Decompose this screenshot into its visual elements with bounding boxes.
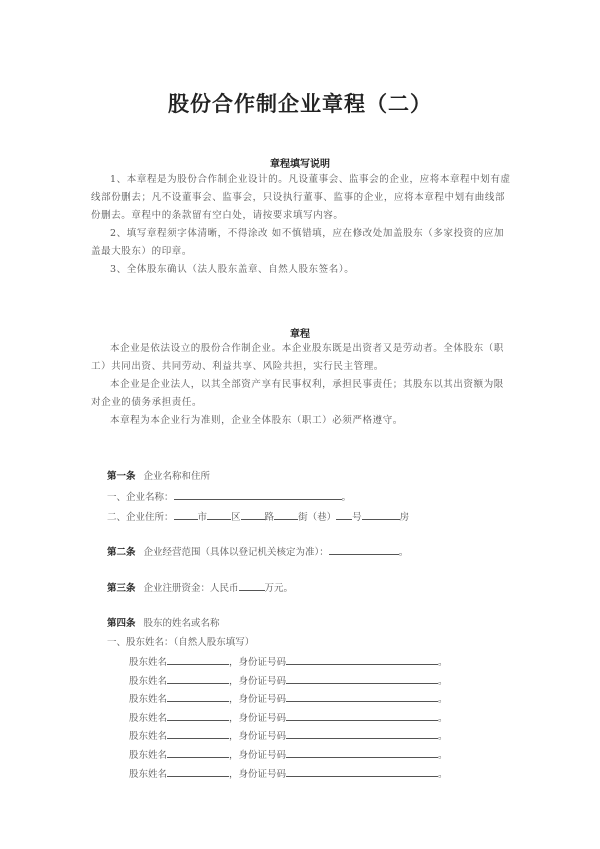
- article-2-title: 企业经营范围（具体以登记机关核定为准）：: [143, 547, 329, 558]
- charter-heading: 章程: [290, 329, 310, 340]
- id-number-label: ，身份证号码: [229, 750, 287, 761]
- shareholder-row: 股东姓名 ，身份证号码 。: [129, 654, 448, 668]
- address-city-field[interactable]: [174, 509, 198, 520]
- article-3-label: 第三条: [107, 583, 136, 594]
- shareholder-name-label: 股东姓名: [129, 750, 168, 761]
- shareholder-row: 股东姓名 ，身份证号码 。: [129, 691, 448, 705]
- id-number-label: ，身份证号码: [229, 712, 287, 724]
- id-number-label: ，身份证号码: [229, 675, 287, 687]
- charter-paragraph-2: 本企业是企业法人，以其全部资产享有民事权利，承担民事责任；其股东以其出资额为限对企业的债务承担责任。: [91, 379, 504, 408]
- id-number-field[interactable]: [286, 766, 438, 777]
- article-1-label: 第一条: [107, 471, 136, 482]
- shareholder-name-field[interactable]: [167, 710, 229, 721]
- address-district-field[interactable]: [207, 509, 231, 520]
- address-road-field[interactable]: [241, 509, 265, 520]
- company-name-label: 一、企业名称：: [107, 492, 174, 503]
- id-number-field[interactable]: [286, 747, 438, 758]
- company-name-field[interactable]: [174, 489, 342, 500]
- charter-paragraph-3: 本章程为本企业行为准则，企业全体股东（职工）必须严格遵守。: [110, 415, 403, 426]
- id-number-label: ，身份证号码: [229, 768, 287, 780]
- shareholder-name-field[interactable]: [167, 691, 229, 702]
- address-street-field[interactable]: [274, 509, 298, 520]
- shareholder-name-field[interactable]: [167, 747, 229, 758]
- instruction-item-1: 1、本章程是为股份合作制企业设计的。凡设董事会、监事会的企业，应将本章程中划有虚线部份删去；凡不设董事会、监事会，只设执行董事、监事的企业，应将本章程中划有曲线部份删去。章程中的条款留有空白处，请按要求填写内容。: [91, 174, 511, 221]
- article-3-line: 第三条 企业注册资金：人民币 万元。: [107, 580, 293, 594]
- id-number-field[interactable]: [286, 673, 438, 684]
- id-number-field[interactable]: [286, 654, 438, 665]
- article-4-title: 股东的姓名或名称: [143, 618, 220, 629]
- shareholder-name-label: 股东姓名: [129, 712, 168, 724]
- business-scope-field[interactable]: [329, 544, 399, 555]
- article-4-heading: [107, 615, 220, 629]
- shareholder-name-label: 股东姓名: [129, 657, 168, 668]
- id-number-field[interactable]: [286, 691, 438, 702]
- address-number-field[interactable]: [336, 509, 352, 520]
- shareholder-name-label: 股东姓名: [129, 675, 168, 687]
- article-3-title: 企业注册资金：人民币: [143, 583, 239, 594]
- company-name-line: 一、企业名称： 。: [107, 489, 351, 503]
- instruction-item-2: 2、填写章程须字体清晰，不得涂改 如不慎错填，应在修改处加盖股东（多家投资的应加盖最大股东）的印章。: [91, 228, 505, 257]
- address-room-field[interactable]: [362, 509, 400, 520]
- shareholder-row: 股东姓名 ，身份证号码 。: [129, 747, 448, 761]
- id-number-label: ，身份证号码: [229, 731, 287, 743]
- shareholder-row: 股东姓名 ，身份证号码 。: [129, 673, 448, 687]
- id-number-label: ，身份证号码: [229, 657, 287, 668]
- company-address-line: 二、企业住所： 市 区 路 街（巷） 号 房: [107, 509, 409, 523]
- article-1-heading: [107, 468, 210, 482]
- shareholder-name-field[interactable]: [167, 766, 229, 777]
- shareholder-name-field[interactable]: [167, 654, 229, 665]
- shareholder-name-field[interactable]: [167, 673, 229, 684]
- shareholder-name-field[interactable]: [167, 728, 229, 739]
- id-number-field[interactable]: [286, 710, 438, 721]
- registered-capital-field[interactable]: [239, 580, 265, 591]
- shareholder-sub-label: 一、股东姓名：（自然人股东填写）: [107, 637, 255, 648]
- charter-paragraph-1: 本企业是依法设立的股份合作制企业。本企业股东既是出资者又是劳动者。全体股东（职工）共同出资、共同劳动、利益共享、风险共担，实行民主管理。: [91, 343, 504, 372]
- article-2-label: 第二条: [107, 547, 136, 558]
- shareholder-row: 股东姓名 ，身份证号码 。: [129, 766, 448, 780]
- shareholder-row: 股东姓名 ，身份证号码 。: [129, 728, 448, 742]
- instruction-item-3: 3、全体股东确认（法人股东盖章、自然人股东签名）。: [110, 264, 355, 275]
- shareholder-name-label: 股东姓名: [129, 768, 168, 780]
- id-number-field[interactable]: [286, 728, 438, 739]
- company-address-label: 二、企业住所：: [107, 512, 174, 523]
- article-1-title: 企业名称和住所: [143, 471, 211, 482]
- article-2-line: 第二条 企业经营范围（具体以登记机关核定为准）： 。: [107, 544, 408, 558]
- shareholder-name-label: 股东姓名: [129, 731, 168, 743]
- id-number-label: ，身份证号码: [229, 694, 287, 706]
- document-title: 股份合作制企业章程（二）: [168, 91, 432, 116]
- shareholder-name-label: 股东姓名: [129, 694, 168, 706]
- shareholder-row: 股东姓名 ，身份证号码 。: [129, 710, 448, 724]
- instructions-heading: 章程填写说明: [270, 159, 330, 170]
- article-4-label: 第四条: [107, 618, 136, 629]
